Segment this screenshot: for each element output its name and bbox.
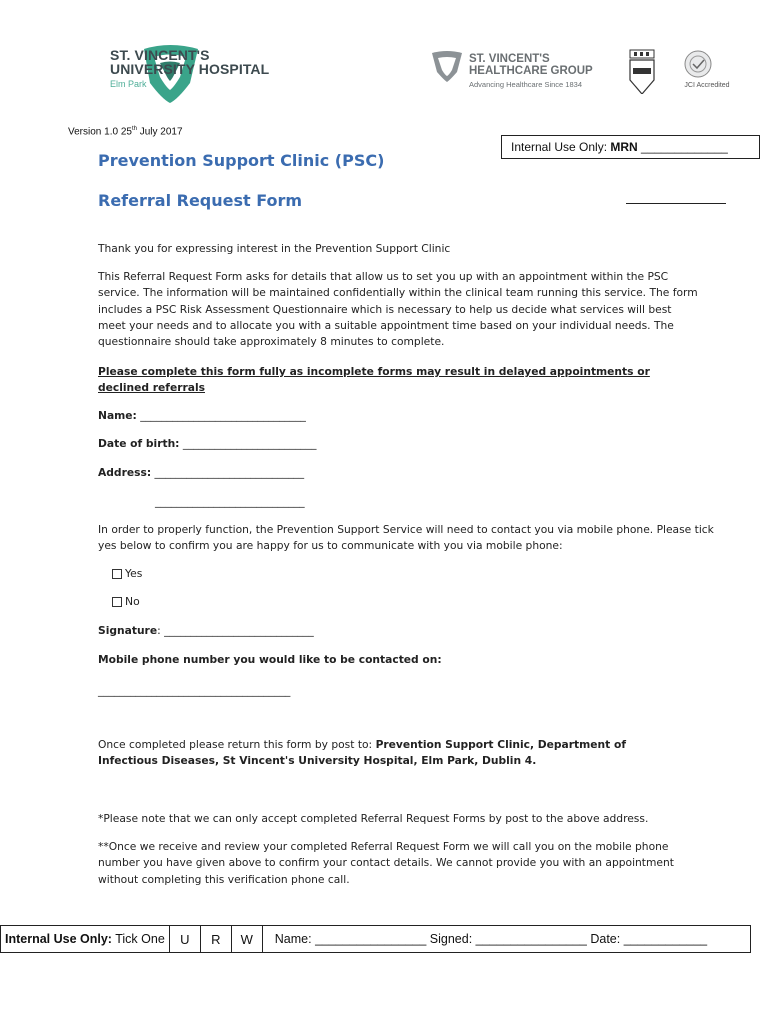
jci-label: JCI Accredited: [684, 82, 730, 89]
svhg-line2: HEALTHCARE GROUP: [469, 65, 593, 77]
name-blank: _______________________________: [136, 409, 306, 422]
jci-seal-icon: [683, 49, 713, 79]
svhg-wordmark: [469, 53, 593, 91]
yes-option[interactable]: [112, 567, 142, 580]
page-title: Prevention Support Clinic (PSC): [98, 151, 385, 170]
name-field[interactable]: [98, 408, 698, 424]
version-line: [68, 126, 183, 137]
yes-label: Yes: [125, 567, 143, 580]
mrn-box[interactable]: [501, 135, 760, 159]
no-label: No: [125, 595, 140, 608]
tick-option-u[interactable]: U: [169, 926, 200, 952]
return-address: Prevention Support Clinic, Department of Infectious Diseases, St Vincent's University Hospital, Elm Park, Dublin 4.: [98, 738, 626, 768]
tick-option-w[interactable]: W: [231, 926, 262, 952]
yes-checkbox[interactable]: [112, 569, 122, 579]
dob-blank: _________________________: [179, 437, 317, 450]
internal-use-label: [1, 926, 169, 952]
address-blank: ____________________________: [151, 466, 305, 479]
no-checkbox[interactable]: [112, 597, 122, 607]
internal-use-rest: Tick One: [111, 932, 165, 946]
ucd-crest-icon: [628, 48, 656, 94]
address-field-line2[interactable]: ____________________________: [155, 495, 305, 508]
version-sup: th: [131, 126, 137, 132]
internal-use-bar: [0, 925, 751, 953]
signature-blank: : ____________________________: [157, 624, 314, 637]
return-prefix: Once completed please return this form by post to:: [98, 738, 376, 751]
mobile-label: Mobile phone number you would like to be contacted on:: [98, 653, 442, 666]
form-title: Referral Request Form: [98, 191, 303, 210]
svuh-line2: UNIVERSITY HOSPITAL: [110, 61, 270, 77]
svuh-sub: Elm Park: [110, 79, 147, 89]
mobile-field[interactable]: ____________________________________: [98, 684, 291, 697]
svhg-tagline: Advancing Healthcare Since 1834: [469, 80, 582, 89]
name-label: Name:: [98, 409, 137, 422]
mrn-field: MRN: [610, 140, 638, 154]
dob-field[interactable]: [98, 436, 698, 452]
note-2: **Once we receive and review your completed Referral Request Form we will call you on the mobile phone number you have given above to confirm your contact details. We cannot provide you with an appointment without completing this verification phone call.: [98, 840, 674, 886]
note-1: *Please note that we can only accept completed Referral Request Forms by post to the above address.: [98, 812, 649, 825]
address-label: Address:: [98, 466, 152, 479]
version-suffix: July 2017: [136, 126, 183, 138]
svhg-line1: ST. VINCENT'S: [469, 53, 550, 65]
intro-thanks: Thank you for expressing interest in the Prevention Support Clinic: [98, 242, 451, 255]
mrn-blank: _____________: [637, 140, 728, 154]
svuh-wordmark: [110, 48, 269, 91]
address-field[interactable]: [98, 465, 698, 481]
mrn-label: Internal Use Only:: [511, 140, 611, 154]
signature-label: Signature: [98, 624, 158, 637]
no-option[interactable]: [112, 595, 140, 608]
internal-use-fields[interactable]: Name: ________________ Signed: ________________ Date: ____________: [262, 926, 750, 952]
intro-description: This Referral Request Form asks for details that allow us to set you up with an appointment within the PSC service. The information will be maintained confidentially within the clinical team running this service. The form includes a PSC Risk Assessment Questionnaire which is necessary to help us decide what services will best meet your needs and to allocate you with a suitable appointment time based on your individual needs. The questionnaire should take approximately 8 minutes to complete.: [98, 270, 698, 349]
svuh-line1: ST. VINCENT'S: [110, 47, 210, 63]
intro-warning: Please complete this form fully as incomplete forms may result in delayed appointments or declined referrals: [98, 365, 650, 395]
dob-label: Date of birth:: [98, 437, 180, 450]
version-prefix: Version 1.0 25: [68, 126, 132, 138]
phone-consent-text: In order to properly function, the Prevention Support Service will need to contact you via mobile phone. Please tick yes below to confirm you are happy for us to communicate with you via mobile phone:: [98, 523, 714, 553]
tick-option-r[interactable]: R: [200, 926, 231, 952]
title-underline: [626, 195, 726, 204]
svhg-shield-icon: [430, 50, 464, 82]
internal-use-bold: Internal Use Only:: [5, 932, 112, 946]
return-instructions: [98, 737, 678, 770]
signature-field[interactable]: [98, 623, 698, 639]
